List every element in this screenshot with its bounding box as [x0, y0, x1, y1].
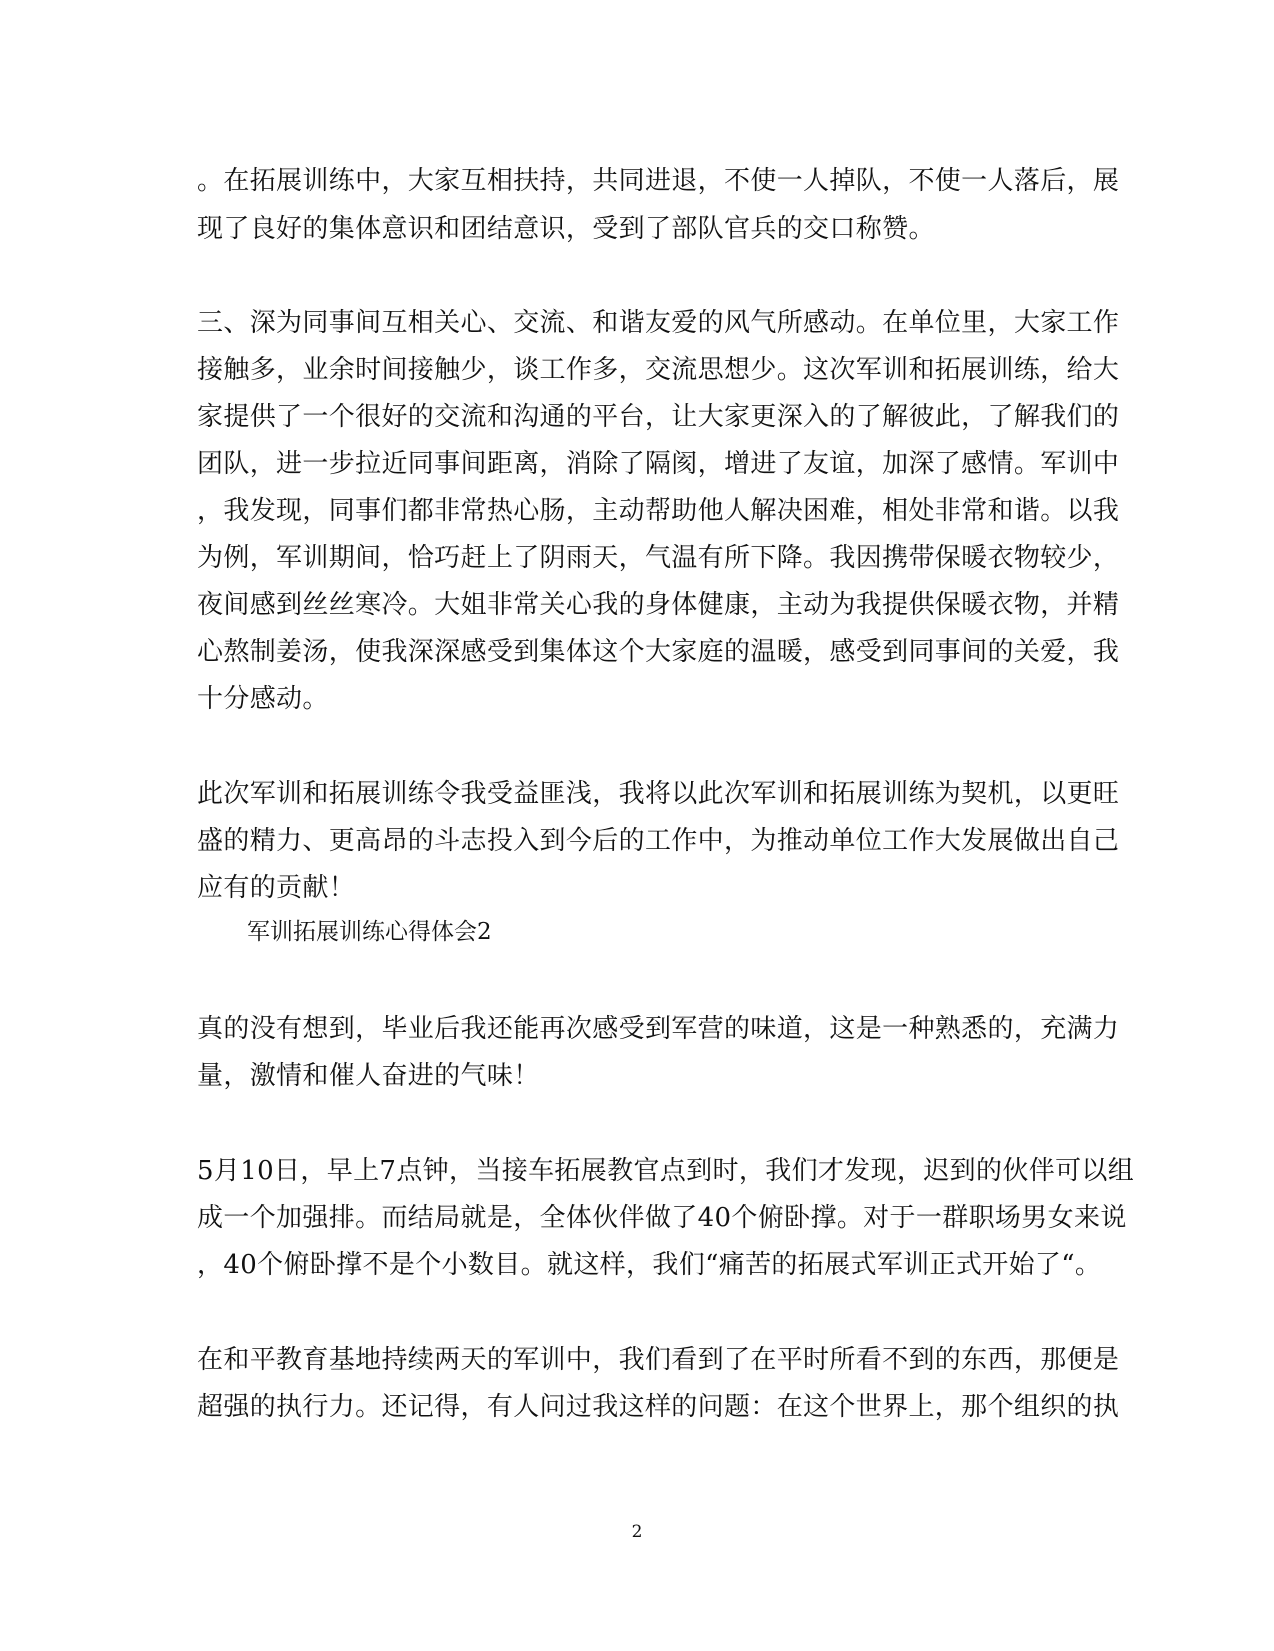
text-line: 现了良好的集体意识和团结意识，受到了部队官兵的交口称赞。: [197, 214, 935, 244]
text-line: 在和平教育基地持续两天的军训中，我们看到了在平时所看不到的东西，那便是: [197, 1345, 1120, 1375]
text-line: 真的没有想到，毕业后我还能再次感受到军营的味道，这是一种熟悉的，充满力: [197, 1014, 1120, 1044]
text-line: 成一个加强排。而结局就是，全体伙伴做了40个俯卧撑。对于一群职场男女来说: [197, 1203, 1127, 1233]
text-line: 心熬制姜汤，使我深深感受到集体这个大家庭的温暖，感受到同事间的关爱，我: [197, 637, 1120, 667]
page-number: 2: [631, 1522, 643, 1542]
text-line: 量，激情和催人奋进的气味！: [197, 1061, 540, 1091]
text-line: 家提供了一个很好的交流和沟通的平台，让大家更深入的了解彼此，了解我们的: [197, 402, 1120, 432]
text-line: 。在拓展训练中，大家互相扶持，共同进退，不使一人掉队，不使一人落后，展: [197, 166, 1120, 196]
text-line: ，40个俯卧撑不是个小数目。就这样，我们“痛苦的拓展式军训正式开始了“。: [197, 1250, 1102, 1280]
text-line: 盛的精力、更高昂的斗志投入到今后的工作中，为推动单位工作大发展做出自己: [197, 826, 1120, 856]
text-line: 此次军训和拓展训练令我受益匪浅，我将以此次军训和拓展训练为契机，以更旺: [197, 779, 1120, 809]
text-line: 团队，进一步拉近同事间距离，消除了隔阂，增进了友谊，加深了感情。军训中: [197, 449, 1120, 479]
text-line: 应有的贡献！: [197, 873, 356, 903]
text-line: 5月10日，早上7点钟，当接车拓展教官点到时，我们才发现，迟到的伙伴可以组: [197, 1156, 1135, 1186]
text-line: 超强的执行力。还记得，有人问过我这样的问题：在这个世界上，那个组织的执: [197, 1392, 1120, 1422]
text-line: 接触多，业余时间接触少，谈工作多，交流思想少。这次军训和拓展训练，给大: [197, 355, 1120, 385]
text-line: ，我发现，同事们都非常热心肠，主动帮助他人解决困难，相处非常和谐。以我: [197, 496, 1120, 526]
text-line: 十分感动。: [197, 684, 329, 714]
text-line: 夜间感到丝丝寒冷。大姐非常关心我的身体健康，主动为我提供保暖衣物，并精: [197, 590, 1120, 620]
text-line: 三、深为同事间互相关心、交流、和谐友爱的风气所感动。在单位里，大家工作: [197, 308, 1120, 338]
section-heading: 军训拓展训练心得体会2: [247, 919, 492, 945]
text-line: 为例，军训期间，恰巧赶上了阴雨天，气温有所下降。我因携带保暖衣物较少，: [197, 543, 1120, 573]
